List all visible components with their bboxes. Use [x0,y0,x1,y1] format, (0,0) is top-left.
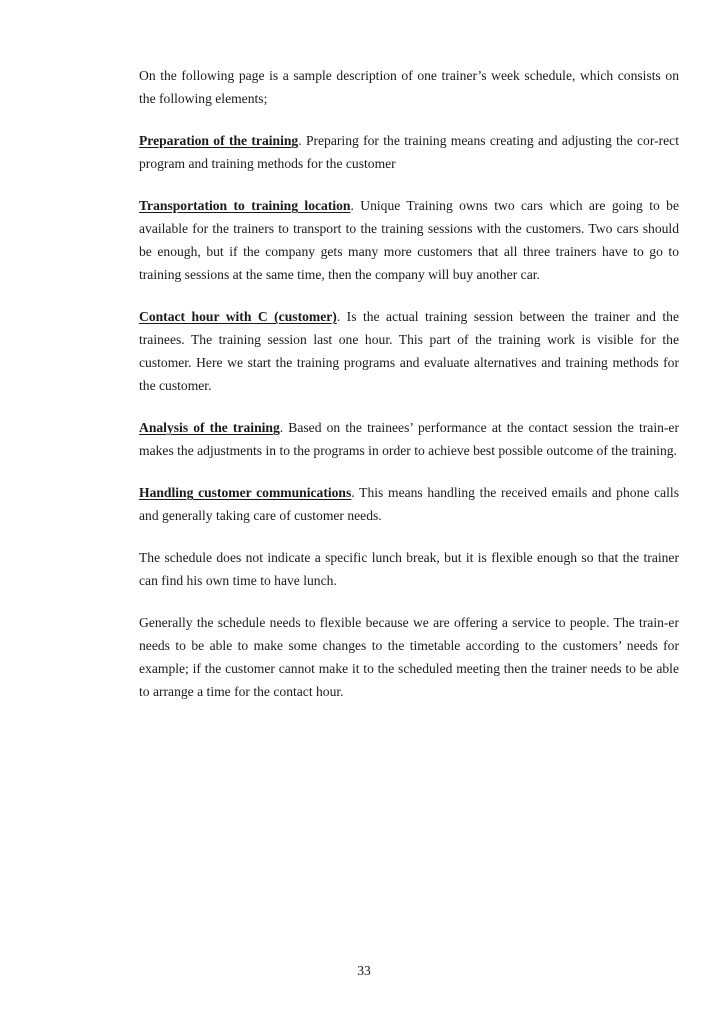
flexibility-note-text: Generally the schedule needs to flexible because we are offering a service to people. The train-er needs to be able to make some changes to the timetable according to the customers’ needs for example; if the customer cannot make it to the scheduled meeting then the trainer needs to be able to arrange a time for the contact hour. [139,615,679,699]
element-term: Analysis of the training [139,420,280,435]
element-preparation [139,129,679,175]
element-description: . This means handling the received emails and phone calls and generally taking care of customer needs. [139,485,679,523]
intro-paragraph [139,64,679,110]
element-analysis [139,416,679,462]
element-term: Contact hour with C (customer) [139,309,337,324]
element-description: . Based on the trainees’ performance at the contact session the train-er makes the adjustments in to the programs in order to achieve best possible outcome of the training. [139,420,679,458]
element-communications [139,481,679,527]
element-term: Handling customer communications [139,485,352,500]
lunch-note-text: The schedule does not indicate a specific lunch break, but it is flexible enough so that the trainer can find his own time to have lunch. [139,550,679,588]
intro-text: On the following page is a sample description of one trainer’s week schedule, which consists on the following elements; [139,68,679,106]
element-description: . Unique Training owns two cars which are going to be available for the trainers to transport to the training sessions with the customers. Two cars should be enough, but if the company gets many more customers that all three trainers have to go to training sessions at the same time, then the company will buy another car. [139,198,679,282]
lunch-note-paragraph [139,546,679,592]
flexibility-note-paragraph [139,611,679,703]
element-term: Transportation to training location [139,198,351,213]
element-contact-hour [139,305,679,397]
element-description: . Is the actual training session between the trainer and the trainees. The training session last one hour. This part of the training work is visible for the customer. Here we start the training programs and evaluate alternatives and training methods for the customer. [139,309,679,393]
element-term: Preparation of the training [139,133,299,148]
page-number: 33 [357,963,371,978]
element-transportation [139,194,679,286]
page-body [139,64,679,722]
element-description: . Preparing for the training means creating and adjusting the cor-rect program and training methods for the customer [139,133,679,171]
